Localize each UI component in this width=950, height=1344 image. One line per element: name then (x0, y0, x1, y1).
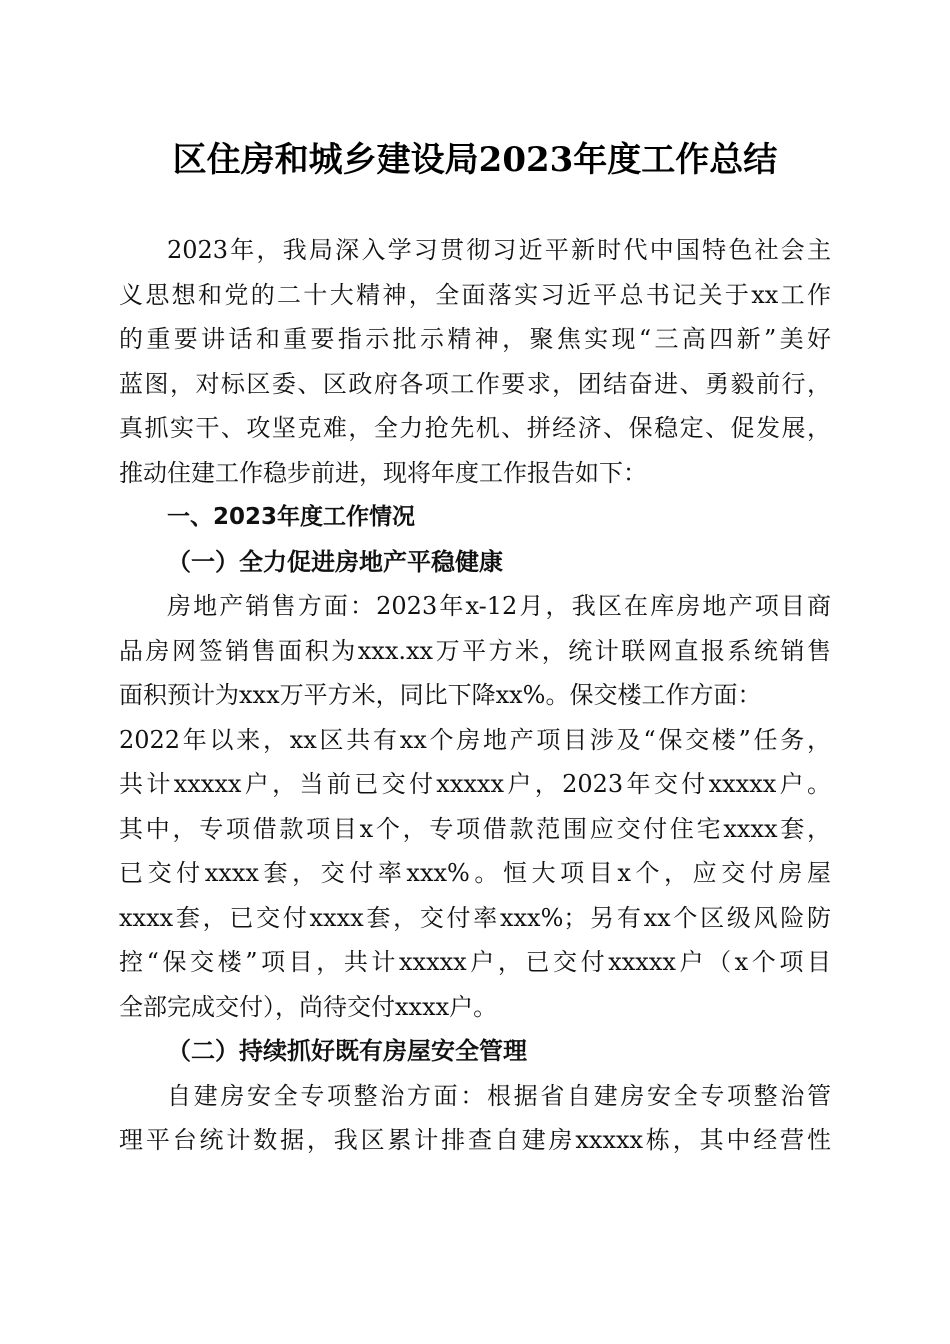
body-text-line: 推动住建工作稳步前进，现将年度工作报告如下： (119, 458, 647, 487)
body-text-line: 自建房安全专项整治方面：根据省自建房安全专项整治管 (167, 1081, 831, 1110)
body-text-line: 2022年以来，xx区共有xx个房地产项目涉及“保交楼”任务， (119, 725, 831, 754)
body-text-line: 义思想和党的二十大精神，全面落实习近平总书记关于xx工作 (119, 280, 831, 309)
subsection-heading: （二）持续抓好既有房屋安全管理 (167, 1036, 527, 1065)
body-text-line: 全部完成交付），尚待交付xxxx户。 (119, 992, 498, 1021)
section-heading: 一、2023年度工作情况 (167, 504, 416, 530)
body-text-line: 共计xxxxx户，当前已交付xxxxx户，2023年交付xxxxx户。 (119, 770, 831, 798)
body-text-line: 蓝图，对标区委、区政府各项工作要求，团结奋进、勇毅前行， (119, 369, 831, 398)
body-text-line: 的重要讲话和重要指示批示精神，聚焦实现“三高四新”美好 (119, 325, 831, 353)
body-text-line: 理平台统计数据，我区累计排查自建房xxxxx栋，其中经营性 (119, 1126, 831, 1154)
body-text-line: 已交付xxxx套，交付率xxx%。恒大项目x个，应交付房屋 (119, 859, 831, 887)
body-text-line: 房地产销售方面：2023年x-12月，我区在库房地产项目商 (167, 592, 831, 620)
body-text-line: 其中，专项借款项目x个，专项借款范围应交付住宅xxxx套， (119, 814, 831, 843)
body-text-line: 2023年，我局深入学习贯彻习近平新时代中国特色社会主 (167, 236, 831, 264)
body-text-line: 真抓实干、攻坚克难，全力抢先机、拼经济、保稳定、促发展， (119, 414, 831, 442)
subsection-heading: （一）全力促进房地产平稳健康 (167, 546, 503, 576)
body-text-line: 品房网签销售面积为xxx.xx万平方米，统计联网直报系统销售 (119, 636, 831, 665)
body-text-line: 控“保交楼”项目，共计xxxxx户，已交付xxxxx户（x个项目 (119, 948, 831, 976)
body-text-line: xxxx套，已交付xxxx套，交付率xxx%；另有xx个区级风险防 (119, 903, 831, 932)
document-title: 区住房和城乡建设局2023年度工作总结 (172, 140, 778, 180)
document-body (119, 228, 831, 1163)
body-text-line: 面积预计为xxx万平方米，同比下降xx%。保交楼工作方面： (119, 681, 762, 709)
